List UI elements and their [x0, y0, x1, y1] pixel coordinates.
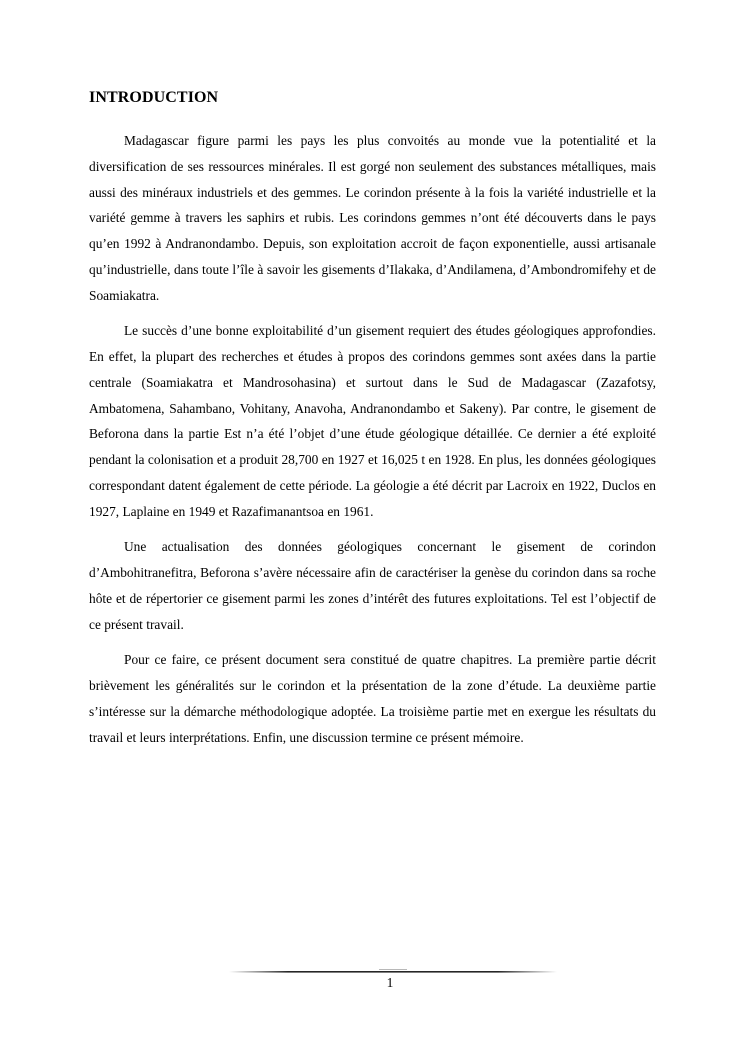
paragraph-4: Pour ce faire, ce présent document sera constitué de quatre chapitres. La première partie décrit brièvement les généralités sur le corindon et la présentation de la zone d’étude. La deuxième partie s’intéresse sur la démarche méthodologique adoptée. La troisième partie met en exergue les résultats du travail et leurs interprétations. Enfin, une discussion termine ce présent mémoire. — [89, 652, 656, 745]
section-heading: INTRODUCTION — [89, 89, 219, 106]
page-number: 1 — [386, 975, 394, 990]
paragraph-3: Une actualisation des données géologiques concernant le gisement de corindon d’Ambohitranefitra, Beforona s’avère nécessaire afin de caractériser la genèse du corindon dans sa roche hôte et de répertorier ce gisement parmi les zones d’intérêt des futures exploitations. Tel est l’objectif de ce présent travail. — [89, 539, 656, 632]
body-text — [89, 128, 656, 760]
paragraph-2: Le succès d’une bonne exploitabilité d’un gisement requiert des études géologiques approfondies. En effet, la plupart des recherches et études à propos des corindons gemmes sont axées dans la partie centrale (Soamiakatra et Mandrosohasina) et surtout dans le Sud de Madagascar (Zazafotsy, Ambatomena, Sahambano, Vohitany, Anavoha, Andranondambo et Sakeny). Par contre, le gisement de Beforona dans la partie Est n’a été l’objet d’une étude géologique détaillée. Ce dernier a été exploité pendant la colonisation et a produit 28,700 en 1927 et 16,025 t en 1928. En plus, les données géologiques correspondant datent également de cette période. La géologie a été décrit par Lacroix en 1922, Duclos en 1927, Laplaine en 1949 et Razafimanantsoa en 1961. — [89, 323, 656, 519]
paragraph-1: Madagascar figure parmi les pays les plus convoités au monde vue la potentialité et la diversification de ses ressources minérales. Il est gorgé non seulement des substances métalliques, mais aussi des minéraux industriels et des gemmes. Le corindon présente à la fois la variété industrielle et la variété gemme à travers les saphirs et rubis. Les corindons gemmes n’ont été découverts dans le pays qu’en 1992 à Andranondambo. Depuis, son exploitation accroit de façon exponentielle, aussi artisanale qu’industrielle, dans toute l’île à savoir les gisements d’Ilakaka, d’Andilamena, d’Ambondromifehy et de Soamiakatra. — [89, 133, 656, 303]
